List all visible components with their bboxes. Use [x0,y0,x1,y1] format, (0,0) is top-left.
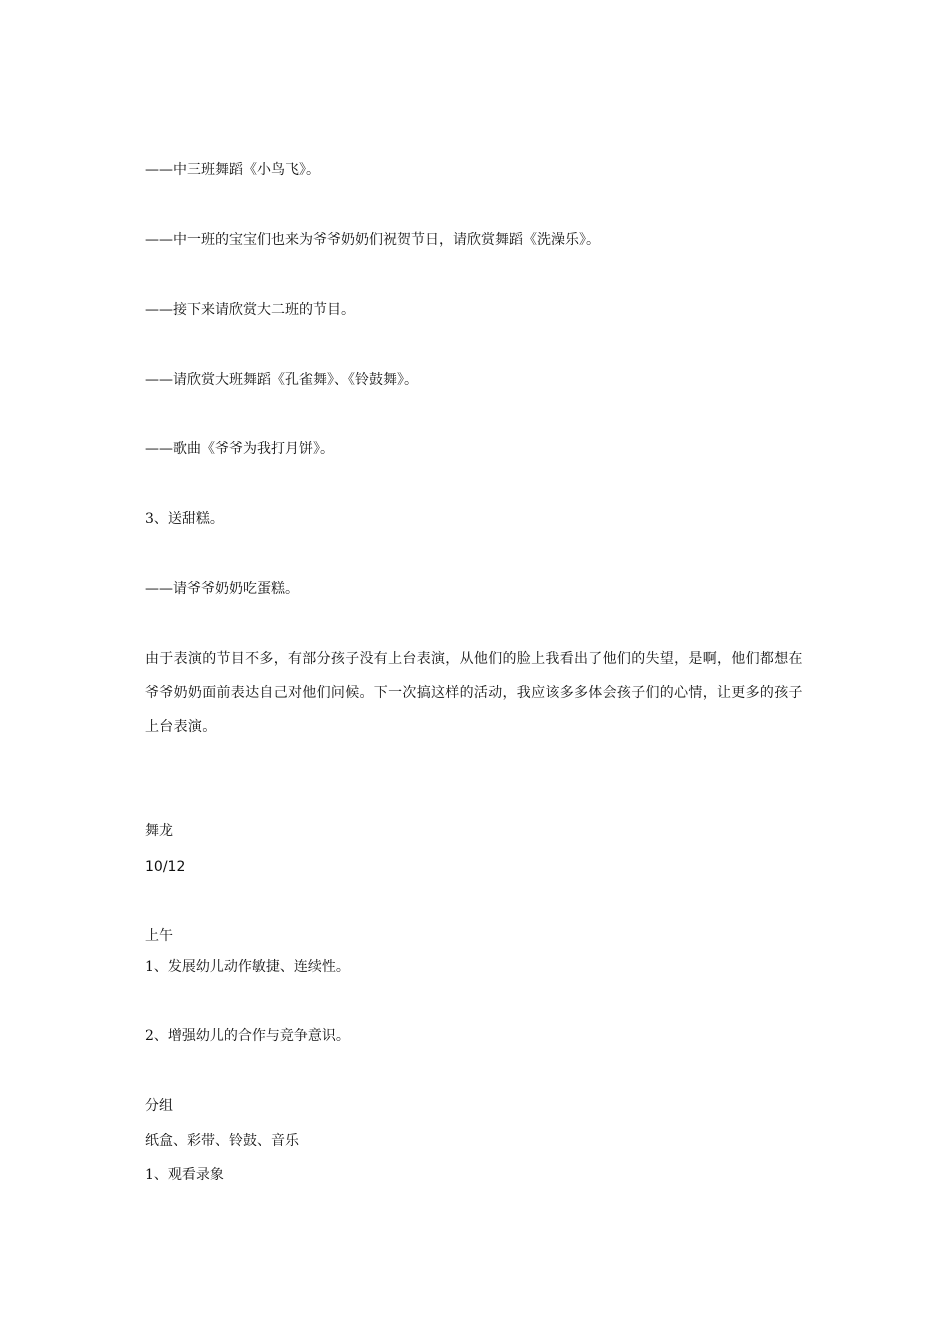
grouping-label: 分组 [145,1098,173,1114]
program-line-5: ——歌曲《爷爷为我打月饼》。 [145,441,334,457]
reflection-paragraph: 由于表演的节目不多，有部分孩子没有上台表演，从他们的脸上我看出了他们的失望，是啊，他们都想在爷爷奶奶面前表达自己对他们问候。下一次搞这样的活动，我应该多多体会孩子们的心情，让更多的孩子上台表演。 [145,651,803,735]
time-of-day: 上午 [145,928,173,944]
procedure-step-1: 1、观看录象 [145,1167,224,1183]
section-title: 舞龙 [145,823,173,839]
program-line-1: ——中三班舞蹈《小鸟飞》。 [145,162,320,178]
program-line-2: ——中一班的宝宝们也来为爷爷奶奶们祝贺节日，请欣赏舞蹈《洗澡乐》。 [145,232,600,248]
goal-1: 1、发展幼儿动作敏捷、连续性。 [145,959,350,975]
program-line-4: ——请欣赏大班舞蹈《孔雀舞》、《铃鼓舞》。 [145,372,418,388]
materials-list: 纸盒、彩带、铃鼓、音乐 [145,1133,299,1149]
program-line-3: ——接下来请欣赏大二班的节目。 [145,302,355,318]
activity-date: 10/12 [145,859,186,875]
program-line-6: ——请爷爷奶奶吃蛋糕。 [145,581,299,597]
program-step-3: 3、送甜糕。 [145,511,224,527]
goal-2: 2、增强幼儿的合作与竞争意识。 [145,1028,350,1044]
